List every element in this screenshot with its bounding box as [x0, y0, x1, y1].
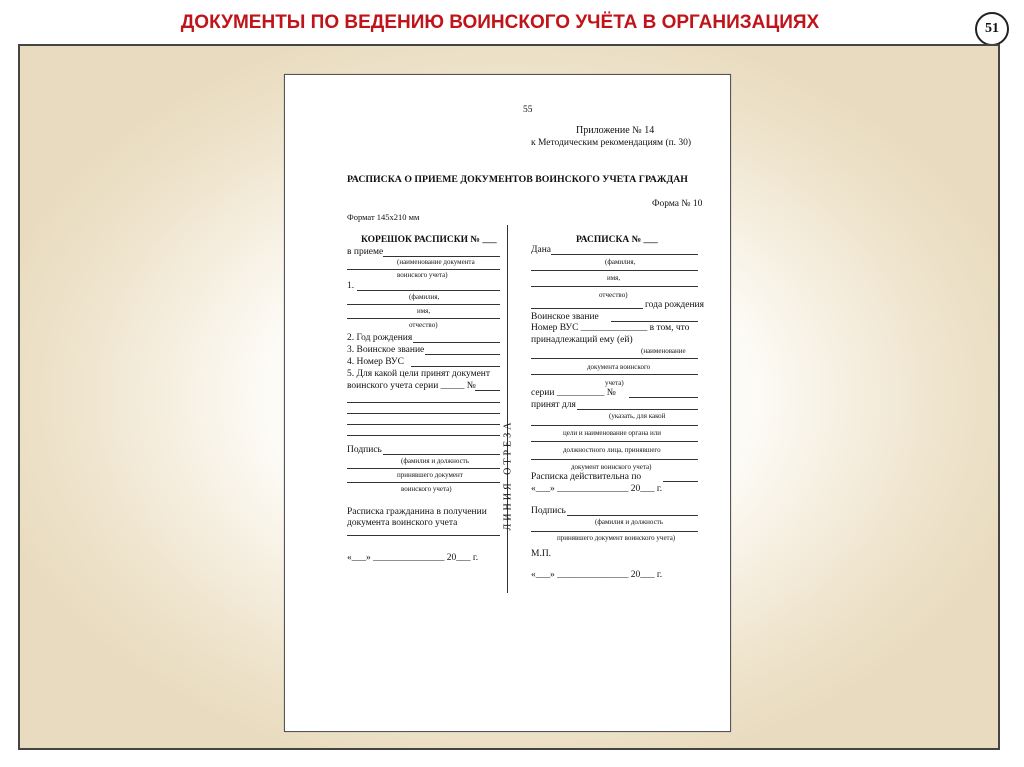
document-page-number: 55 [523, 105, 533, 115]
stub-signature-label: Подпись [347, 445, 382, 455]
appendix-reference: к Методическим рекомендациям (п. 30) [531, 138, 692, 148]
receipt-given: Дана [531, 245, 551, 255]
stub-position-hint: (фамилия и должность [401, 457, 469, 465]
receipt-doc-name-hint-2: документа воинского [587, 363, 651, 371]
stub-position-hint-3: воинского учета) [401, 485, 452, 493]
receipt-doc-name-hint-3: учета) [605, 379, 624, 387]
stub-item-5-series: воинского учета серии _____ № [347, 381, 476, 391]
stub-receipt-text: Расписка гражданина в получении [347, 507, 487, 517]
form-number: Форма № 10 [652, 199, 703, 209]
receipt-name-hint: имя, [607, 274, 621, 282]
stub-doc-name-hint-2: воинского учета) [397, 271, 448, 279]
receipt-position-hint-2: принявшего документ воинского учета) [557, 534, 676, 542]
receipt-title: РАСПИСКА № ___ [576, 235, 658, 245]
stub-item-2: 2. Год рождения [347, 333, 413, 343]
receipt-signature-label: Подпись [531, 506, 566, 516]
stub-receipt-text-2: документа воинского учета [347, 518, 458, 528]
receipt-surname-hint: (фамилия, [605, 258, 636, 266]
receipt-valid-date: «___» _______________ 20___ г. [531, 484, 663, 494]
stub-date: «___» _______________ 20___ г. [347, 553, 479, 563]
receipt-belonging: принадлежащий ему (ей) [531, 335, 633, 345]
document-sheet: 55 Приложение № 14 к Методическим рекомендациям (п. 30) РАСПИСКА О ПРИЕМЕ ДОКУМЕНТОВ ВОИНСКОГО УЧЕТА ГРАЖДАН Форма № 10 Формат 145х210 мм ЛИНИЯ ОТРЕЗА КОРЕШОК РАСПИСКИ № ___ в приеме (наименование документа воинского учета) 1. (фамилия, имя, отчество) 2. Год рождения 3. Воинское звание 4. Номер ВУС 5. Для какой цели принят документ воинского учета серии _____ № Подпись (фамилия и должность принявшего документ воинского учета) Расписка гражданина в получении документа воинского учета «___» _______________ 20___ г. РАСПИСКА № ___ Дана (фамилия, имя, отчество) года рождения Воинское звание Номер ВУС ______________ в том, что принадлежащий ему (ей) (наименование документа воинского учета) серии __________ № принят для (указать, для какой цели и наименование органа или должностного лица, принявшего документ воинского учета) Расписка действительна по «___» _______________ 20___ г. Подпись (фамилия и должность принявшего документ воинского учета) М.П. «___» _______________ 20___ г. [284, 74, 731, 732]
receipt-doc-name-hint: (наименование [641, 347, 686, 355]
receipt-stamp: М.П. [531, 549, 552, 559]
stub-patronymic-hint: отчество) [409, 321, 438, 329]
stub-item-4: 4. Номер ВУС [347, 357, 404, 367]
stub-doc-name-hint: (наименование документа [397, 258, 475, 266]
receipt-patronymic-hint: отчество) [599, 291, 628, 299]
document-heading: РАСПИСКА О ПРИЕМЕ ДОКУМЕНТОВ ВОИНСКОГО УЧЕТА ГРАЖДАН [347, 174, 688, 185]
stub-item-5: 5. Для какой цели принят документ [347, 369, 491, 379]
appendix-label: Приложение № 14 [576, 125, 655, 136]
slide-title: ДОКУМЕНТЫ ПО ВЕДЕНИЮ ВОИНСКОГО УЧЁТА В ОРГАНИЗАЦИЯХ [180, 12, 820, 33]
stub-item-1: 1. [347, 281, 355, 291]
stub-in-receipt: в приеме [347, 247, 384, 257]
receipt-position-hint: (фамилия и должность [595, 518, 663, 526]
receipt-valid-until: Расписка действительна по [531, 472, 642, 482]
receipt-accepted-for: принят для [531, 400, 576, 410]
receipt-date: «___» _______________ 20___ г. [531, 570, 663, 580]
receipt-rank: Воинское звание [531, 312, 599, 322]
receipt-birth-year: года рождения [645, 300, 704, 310]
page-number-badge: 51 [975, 12, 1009, 46]
receipt-purpose-hint-2: цели и наименование органа или [563, 429, 661, 437]
stub-item-3: 3. Воинское звание [347, 345, 425, 355]
format-note: Формат 145х210 мм [347, 212, 420, 222]
receipt-series: серии __________ № [531, 388, 616, 398]
receipt-purpose-hint-4: документ воинского учета) [571, 463, 652, 471]
stub-title: КОРЕШОК РАСПИСКИ № ___ [361, 235, 497, 245]
receipt-vus: Номер ВУС ______________ в том, что [531, 323, 690, 333]
stub-position-hint-2: принявшего документ [397, 471, 463, 479]
receipt-purpose-hint-3: должностного лица, принявшего [563, 446, 661, 454]
stub-surname-hint: (фамилия, [409, 293, 440, 301]
receipt-purpose-hint: (указать, для какой [609, 412, 666, 420]
stub-name-hint: имя, [417, 307, 431, 315]
cut-line [507, 225, 508, 593]
